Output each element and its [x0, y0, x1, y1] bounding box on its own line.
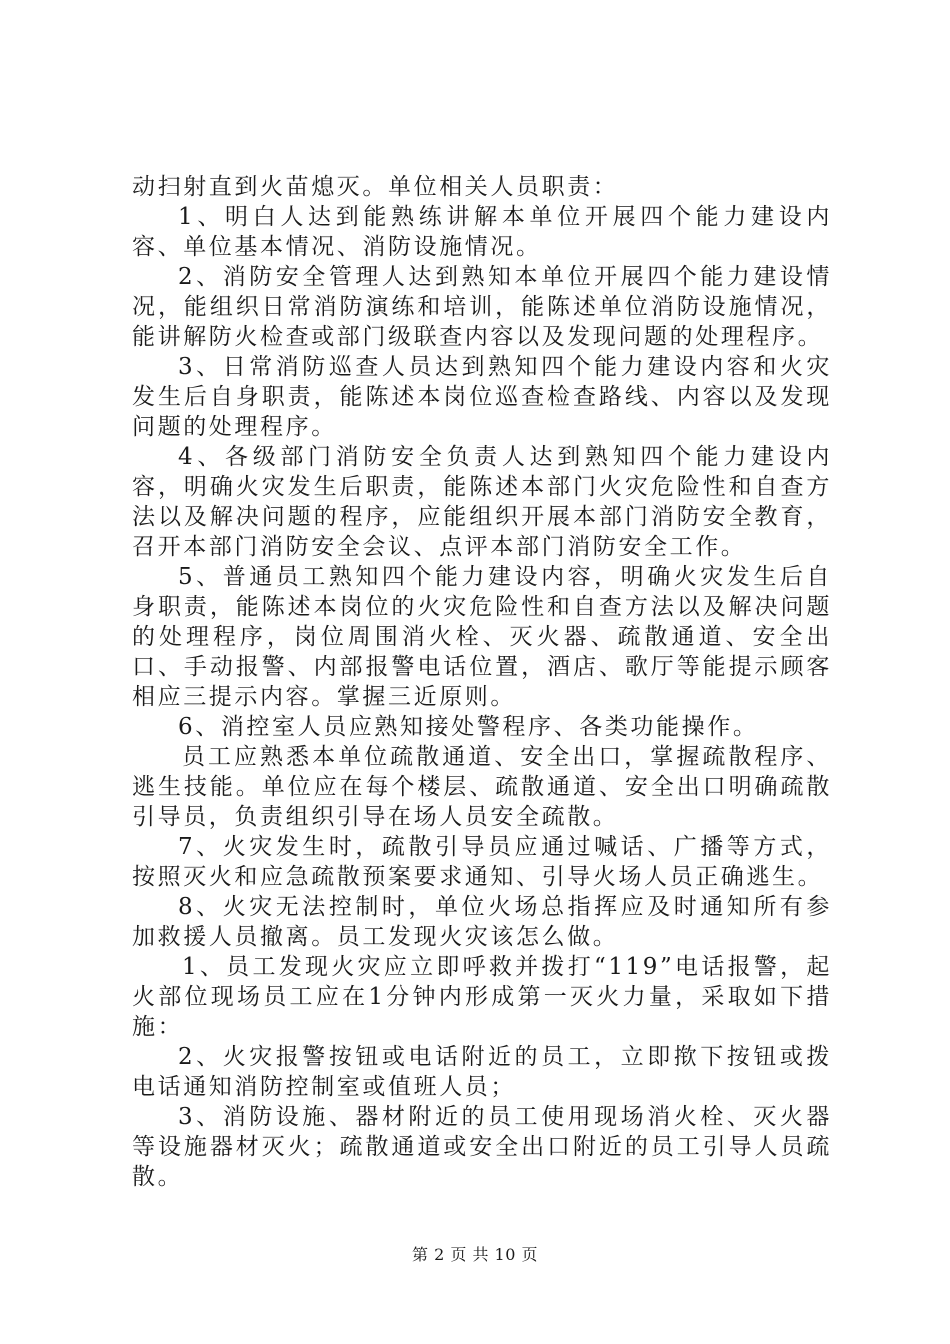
document-body [132, 172, 832, 1192]
paragraph: 1、员工发现火灾应立即呼救并拨打“119”电话报警，起火部位现场员工应在1分钟内形成第一灭火力量，采取如下措施： [132, 954, 832, 1040]
page-number-label: 第 2 页 共 10 页 [412, 1245, 538, 1264]
paragraph: 6、消控室人员应熟知接处警程序、各类功能操作。 [178, 714, 759, 740]
paragraph: 2、消防安全管理人达到熟知本单位开展四个能力建设情况，能组织日常消防演练和培训，能陈述单位消防设施情况，能讲解防火检查或部门级联查内容以及发现问题的处理程序。 [132, 264, 832, 350]
paragraph: 2、火灾报警按钮或电话附近的员工，立即揿下按钮或拨电话通知消防控制室或值班人员； [132, 1044, 832, 1100]
paragraph: 5、普通员工熟知四个能力建设内容，明确火灾发生后自身职责，能陈述本岗位的火灾危险性和自查方法以及解决问题的处理程序，岗位周围消火栓、灭火器、疏散通道、安全出口、手动报警、内部报警电话位置，酒店、歌厅等能提示顾客相应三提示内容。掌握三近原则。 [132, 564, 832, 710]
paragraph: 1、明白人达到能熟练讲解本单位开展四个能力建设内容、单位基本情况、消防设施情况。 [132, 204, 832, 260]
paragraph: 7、火灾发生时，疏散引导员应通过喊话、广播等方式，按照灭火和应急疏散预案要求通知、引导火场人员正确逃生。 [132, 834, 832, 890]
paragraph: 3、消防设施、器材附近的员工使用现场消火栓、灭火器等设施器材灭火；疏散通道或安全出口附近的员工引导人员疏散。 [132, 1104, 832, 1190]
page-footer [0, 1242, 950, 1265]
paragraph: 4、各级部门消防安全负责人达到熟知四个能力建设内容，明确火灾发生后职责，能陈述本部门火灾危险性和自查方法以及解决问题的程序，应能组织开展本部门消防安全教育，召开本部门消防安全会议、点评本部门消防安全工作。 [132, 444, 832, 560]
paragraph: 员工应熟悉本单位疏散通道、安全出口，掌握疏散程序、逃生技能。单位应在每个楼层、疏散通道、安全出口明确疏散引导员，负责组织引导在场人员安全疏散。 [132, 744, 832, 830]
paragraph: 8、火灾无法控制时，单位火场总指挥应及时通知所有参加救援人员撤离。员工发现火灾该怎么做。 [132, 894, 832, 950]
paragraph: 3、日常消防巡查人员达到熟知四个能力建设内容和火灾发生后自身职责，能陈述本岗位巡查检查路线、内容以及发现问题的处理程序。 [132, 354, 832, 440]
paragraph: 动扫射直到火苗熄灭。单位相关人员职责： [132, 174, 619, 200]
